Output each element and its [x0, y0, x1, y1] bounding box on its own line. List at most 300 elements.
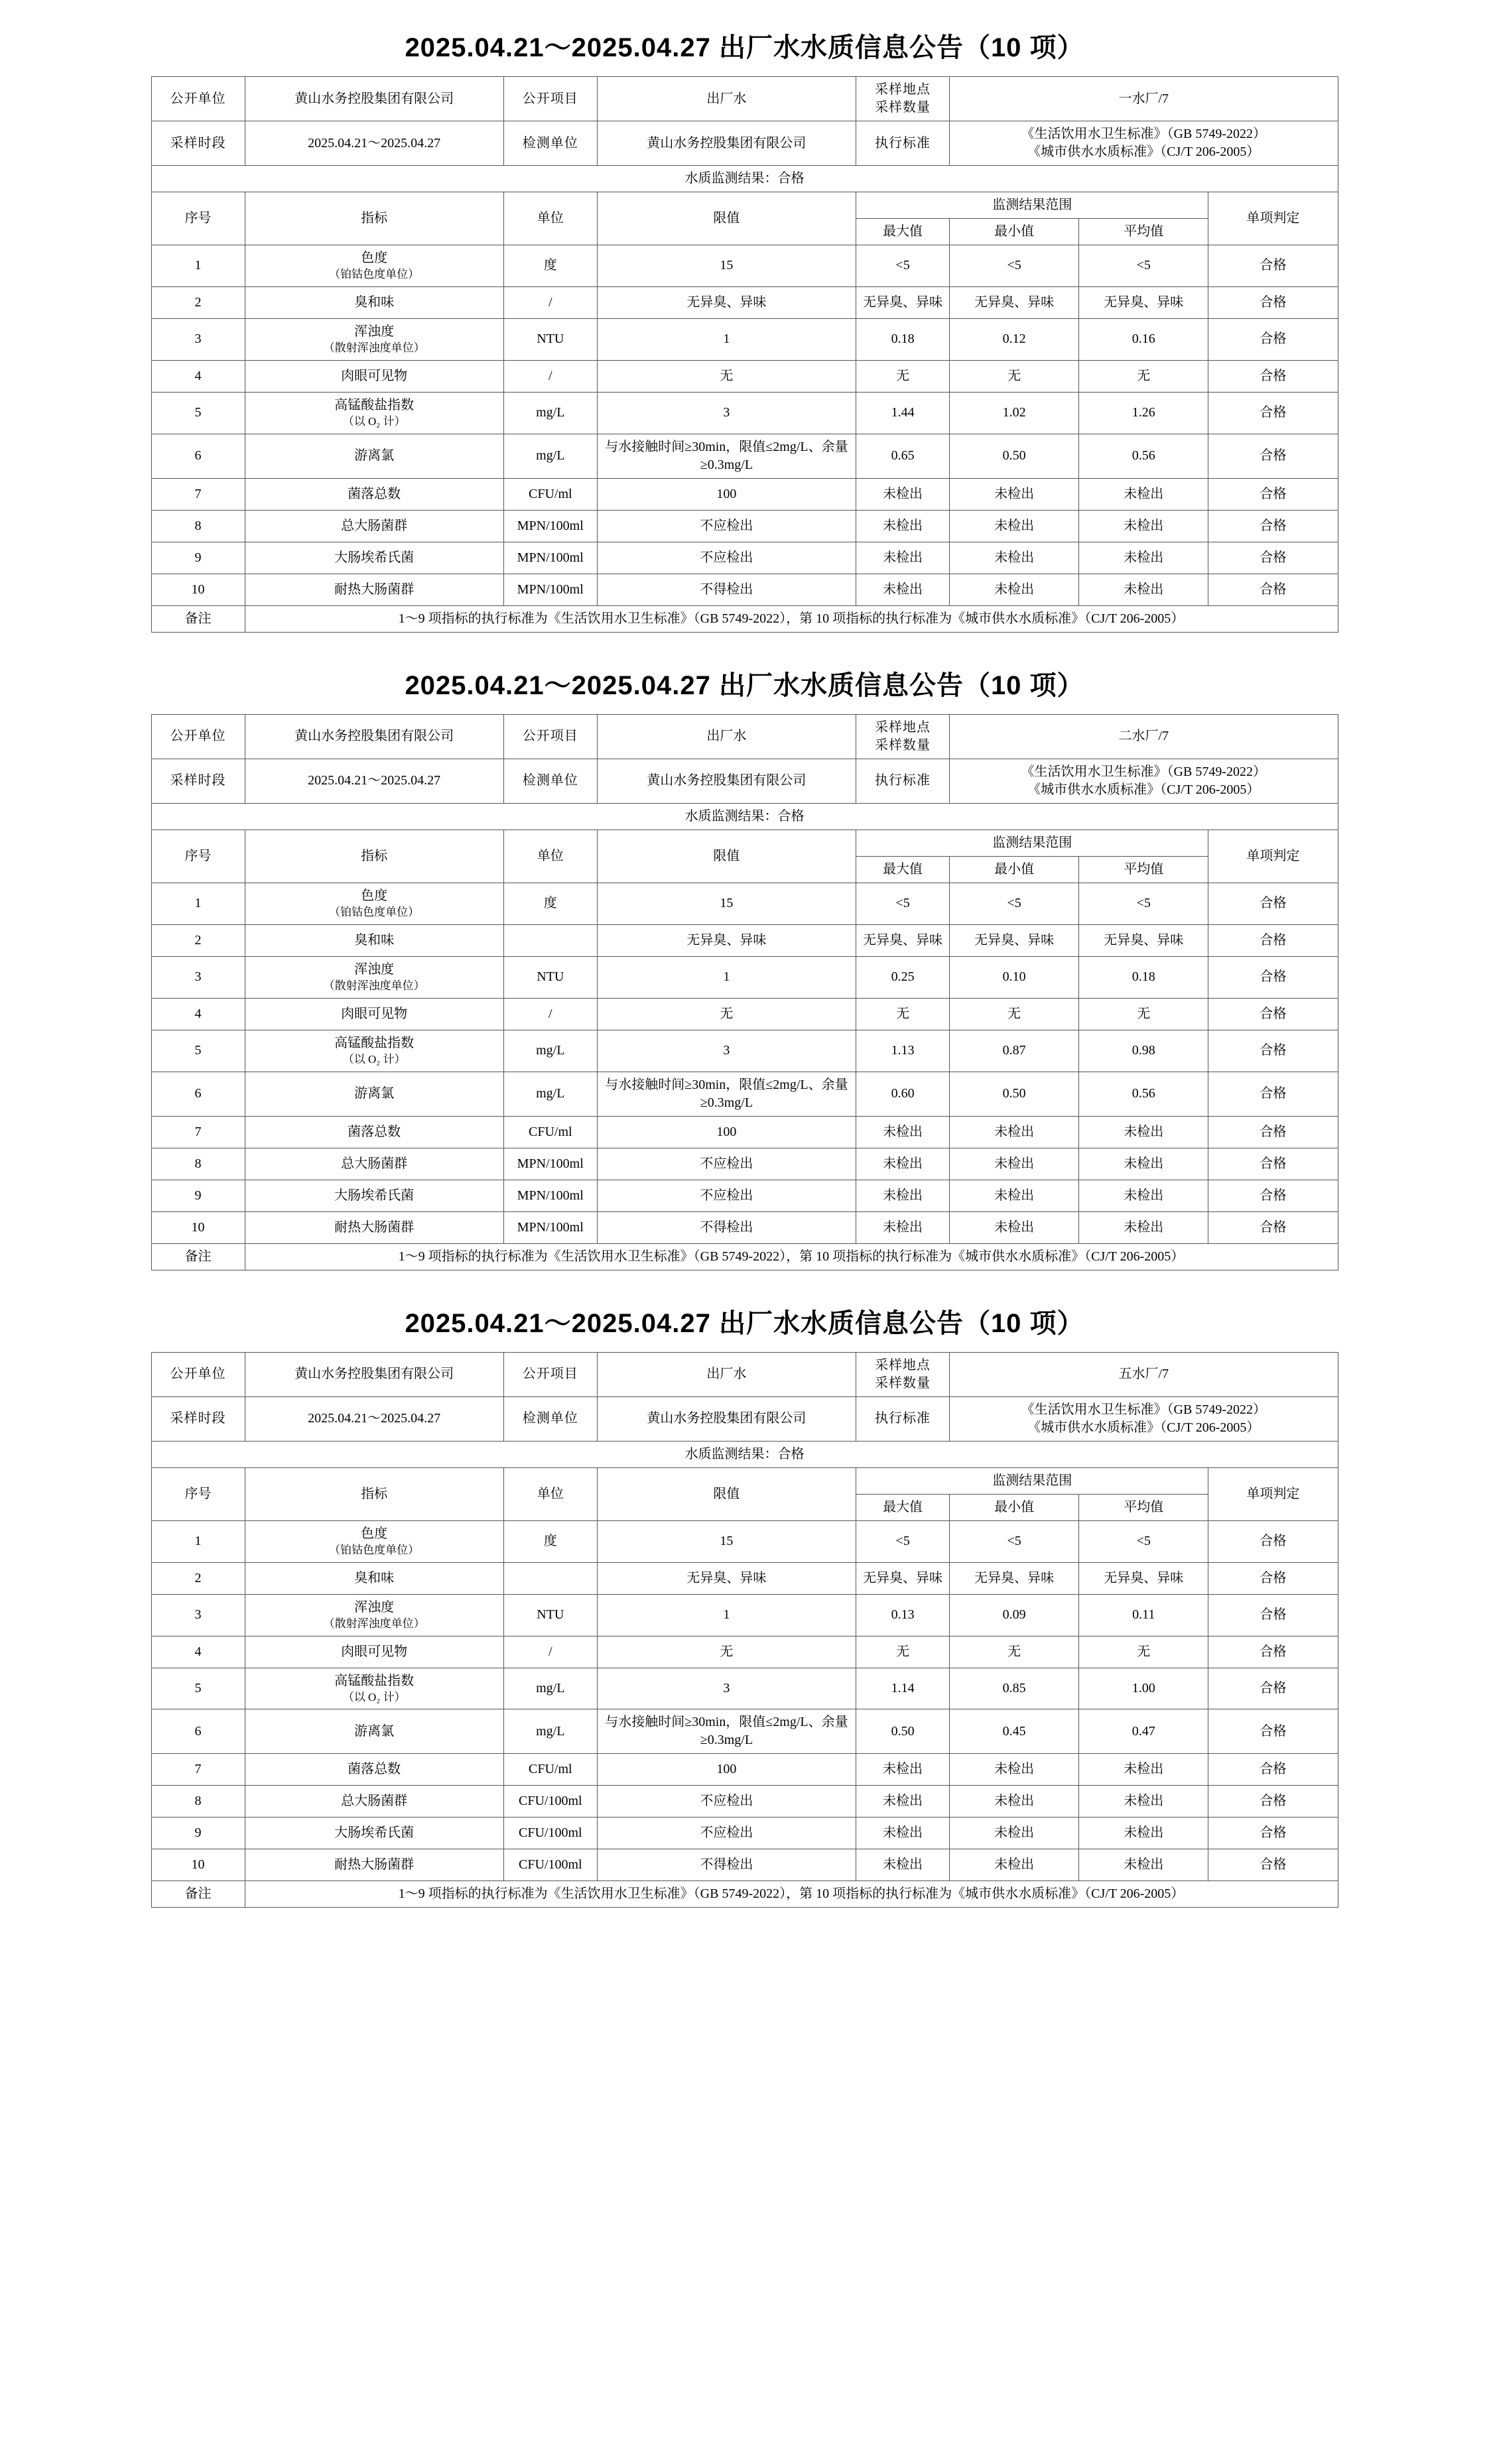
- cell-min: 无: [950, 1636, 1079, 1668]
- col-max: 最大值: [856, 856, 950, 883]
- cell-limit: 1: [597, 956, 856, 998]
- cell-limit: 与水接触时间≥30min，限值≤2mg/L、余量≥0.3mg/L: [597, 1072, 856, 1116]
- cell-min: 未检出: [950, 478, 1079, 510]
- cell-avg: 无: [1079, 1636, 1208, 1668]
- cell-unit: /: [503, 998, 597, 1030]
- period-value: 2025.04.21～2025.04.27: [245, 1396, 503, 1441]
- indicator-sub: （铂钴色度单位）: [329, 1543, 420, 1556]
- cell-avg: 1.00: [1079, 1668, 1208, 1709]
- column-header-row-1: [151, 1467, 1338, 1494]
- col-min: 最小值: [950, 856, 1079, 883]
- water-quality-report: [151, 1302, 1338, 1908]
- cell-max: 无: [856, 998, 950, 1030]
- cell-unit: /: [503, 360, 597, 392]
- indicator-sub: （以 O₂ 计）: [342, 1052, 406, 1066]
- cell-max: 1.13: [856, 1030, 950, 1072]
- cell-unit: mg/L: [503, 1072, 597, 1116]
- cell-max: 未检出: [856, 1116, 950, 1148]
- col-unit: 单位: [503, 1467, 597, 1520]
- cell-min: 未检出: [950, 1786, 1079, 1817]
- standard-label: 执行标准: [856, 1396, 950, 1441]
- cell-judgement: 合格: [1208, 574, 1338, 605]
- cell-limit: 不得检出: [597, 1211, 856, 1243]
- indicator-name: 高锰酸盐指数: [334, 1673, 415, 1688]
- cell-index: 5: [151, 392, 245, 434]
- table-row: [151, 924, 1338, 956]
- cell-limit: 不应检出: [597, 1180, 856, 1211]
- cell-unit: /: [503, 1636, 597, 1668]
- cell-min: 0.50: [950, 1072, 1079, 1116]
- column-header-row-1: [151, 830, 1338, 856]
- col-avg: 平均值: [1079, 219, 1208, 245]
- cell-judgement: 合格: [1208, 360, 1338, 392]
- cell-max: 0.60: [856, 1072, 950, 1116]
- standard-line-1: 《生活饮用水卫生标准》（GB 5749-2022）: [1021, 1402, 1266, 1417]
- indicator-name: 大肠埃希氏菌: [334, 1825, 415, 1841]
- cell-indicator: [245, 286, 503, 318]
- cell-judgement: 合格: [1208, 1072, 1338, 1116]
- project-label: 公开项目: [503, 1352, 597, 1396]
- cell-limit: 与水接触时间≥30min，限值≤2mg/L、余量≥0.3mg/L: [597, 434, 856, 478]
- quality-result-row: [151, 803, 1338, 830]
- cell-limit: 3: [597, 392, 856, 434]
- site-label-line2: 采样数量: [875, 100, 931, 115]
- cell-min: 0.10: [950, 956, 1079, 998]
- cell-index: 6: [151, 434, 245, 478]
- cell-unit: 度: [503, 1520, 597, 1562]
- col-limit: 限值: [597, 192, 856, 245]
- report-table: [151, 1352, 1338, 1908]
- cell-indicator: [245, 360, 503, 392]
- cell-unit: MPN/100ml: [503, 1180, 597, 1211]
- cell-judgement: 合格: [1208, 956, 1338, 998]
- water-quality-report: [151, 664, 1338, 1270]
- cell-indicator: [245, 542, 503, 574]
- cell-indicator: [245, 245, 503, 287]
- col-limit: 限值: [597, 830, 856, 883]
- table-row: [151, 392, 1338, 434]
- cell-unit: mg/L: [503, 392, 597, 434]
- cell-max: 无异臭、异味: [856, 1562, 950, 1594]
- header-row-period: [151, 759, 1338, 803]
- cell-index: 6: [151, 1709, 245, 1754]
- cell-judgement: 合格: [1208, 1562, 1338, 1594]
- cell-max: 未检出: [856, 1786, 950, 1817]
- col-range-group: 监测结果范围: [856, 830, 1208, 856]
- cell-indicator: [245, 510, 503, 542]
- cell-max: 未检出: [856, 574, 950, 605]
- table-row: [151, 1849, 1338, 1881]
- cell-limit: 无: [597, 998, 856, 1030]
- cell-judgement: 合格: [1208, 924, 1338, 956]
- indicator-name: 肉眼可见物: [341, 1006, 408, 1021]
- indicator-name: 总大肠菌群: [341, 518, 408, 533]
- cell-indicator: [245, 924, 503, 956]
- cell-min: 0.85: [950, 1668, 1079, 1709]
- cell-min: 无: [950, 360, 1079, 392]
- indicator-name: 臭和味: [354, 1570, 395, 1585]
- cell-indicator: [245, 1211, 503, 1243]
- cell-judgement: 合格: [1208, 1786, 1338, 1817]
- cell-min: 0.87: [950, 1030, 1079, 1072]
- cell-indicator: [245, 1668, 503, 1709]
- cell-unit: MPN/100ml: [503, 1148, 597, 1180]
- cell-min: <5: [950, 883, 1079, 924]
- standard-value: [950, 1396, 1338, 1441]
- col-indicator: 指标: [245, 192, 503, 245]
- cell-index: 1: [151, 1520, 245, 1562]
- cell-unit: MPN/100ml: [503, 574, 597, 605]
- report-title: 2025.04.21～2025.04.27 出厂水水质信息公告（10 项）: [405, 1308, 1084, 1338]
- table-row: [151, 360, 1338, 392]
- cell-judgement: 合格: [1208, 318, 1338, 360]
- cell-indicator: [245, 1072, 503, 1116]
- cell-max: 无异臭、异味: [856, 924, 950, 956]
- indicator-name: 大肠埃希氏菌: [334, 550, 415, 565]
- cell-avg: 无异臭、异味: [1079, 286, 1208, 318]
- table-row: [151, 478, 1338, 510]
- quality-result-row: [151, 1441, 1338, 1467]
- cell-judgement: 合格: [1208, 1594, 1338, 1636]
- cell-max: 未检出: [856, 1817, 950, 1849]
- cell-indicator: [245, 1636, 503, 1668]
- cell-avg: 0.47: [1079, 1709, 1208, 1754]
- report-table: [151, 714, 1338, 1270]
- table-row: [151, 1211, 1338, 1243]
- table-row: [151, 1636, 1338, 1668]
- cell-avg: 1.26: [1079, 392, 1208, 434]
- cell-limit: 100: [597, 1754, 856, 1786]
- note-row: [151, 1881, 1338, 1908]
- table-row: [151, 574, 1338, 605]
- cell-indicator: [245, 392, 503, 434]
- cell-indicator: [245, 1116, 503, 1148]
- table-row: [151, 1562, 1338, 1594]
- col-judgement: 单项判定: [1208, 1467, 1338, 1520]
- cell-unit: CFU/ml: [503, 478, 597, 510]
- cell-min: 未检出: [950, 1211, 1079, 1243]
- publisher-label: 公开单位: [151, 1352, 245, 1396]
- note-label: 备注: [151, 605, 245, 632]
- cell-index: 4: [151, 1636, 245, 1668]
- note-row: [151, 1243, 1338, 1270]
- header-row-period: [151, 1396, 1338, 1441]
- standard-label: 执行标准: [856, 759, 950, 803]
- col-min: 最小值: [950, 1494, 1079, 1520]
- cell-avg: <5: [1079, 883, 1208, 924]
- cell-unit: mg/L: [503, 1709, 597, 1754]
- cell-index: 8: [151, 1148, 245, 1180]
- table-row: [151, 1594, 1338, 1636]
- cell-limit: 无异臭、异味: [597, 286, 856, 318]
- cell-judgement: 合格: [1208, 1636, 1338, 1668]
- cell-unit: [503, 924, 597, 956]
- cell-judgement: 合格: [1208, 1180, 1338, 1211]
- cell-min: 未检出: [950, 1148, 1079, 1180]
- publisher-value: 黄山水务控股集团有限公司: [245, 1352, 503, 1396]
- cell-max: 1.14: [856, 1668, 950, 1709]
- col-limit: 限值: [597, 1467, 856, 1520]
- publisher-value: 黄山水务控股集团有限公司: [245, 714, 503, 759]
- header-row-publisher: [151, 714, 1338, 759]
- indicator-name: 臭和味: [354, 294, 395, 310]
- indicator-name: 游离氯: [354, 1723, 395, 1739]
- cell-indicator: [245, 478, 503, 510]
- project-label: 公开项目: [503, 714, 597, 759]
- note-text: 1～9 项指标的执行标准为《生活饮用水卫生标准》（GB 5749-2022），第 10 项指标的执行标准为《城市供水水质标准》（CJ/T 206-2005）: [245, 1243, 1338, 1270]
- col-unit: 单位: [503, 192, 597, 245]
- cell-max: 未检出: [856, 1211, 950, 1243]
- cell-judgement: 合格: [1208, 1030, 1338, 1072]
- cell-limit: 不得检出: [597, 1849, 856, 1881]
- cell-judgement: 合格: [1208, 510, 1338, 542]
- cell-min: <5: [950, 1520, 1079, 1562]
- col-index: 序号: [151, 1467, 245, 1520]
- cell-indicator: [245, 1180, 503, 1211]
- cell-indicator: [245, 574, 503, 605]
- cell-limit: 15: [597, 245, 856, 287]
- cell-limit: 不应检出: [597, 1817, 856, 1849]
- cell-unit: CFU/100ml: [503, 1786, 597, 1817]
- testing-unit-value: 黄山水务控股集团有限公司: [597, 759, 856, 803]
- indicator-name: 肉眼可见物: [341, 1644, 408, 1659]
- site-label-line1: 采样地点: [875, 1357, 931, 1373]
- cell-min: 未检出: [950, 1116, 1079, 1148]
- report-table: [151, 76, 1338, 633]
- cell-index: 2: [151, 924, 245, 956]
- cell-min: 0.45: [950, 1709, 1079, 1754]
- table-row: [151, 510, 1338, 542]
- cell-judgement: 合格: [1208, 434, 1338, 478]
- cell-index: 5: [151, 1030, 245, 1072]
- indicator-name: 菌落总数: [348, 1124, 401, 1139]
- cell-avg: 无: [1079, 360, 1208, 392]
- standard-value: [950, 121, 1338, 166]
- testing-unit-value: 黄山水务控股集团有限公司: [597, 1396, 856, 1441]
- column-header-row-1: [151, 192, 1338, 219]
- report-title: 2025.04.21～2025.04.27 出厂水水质信息公告（10 项）: [405, 33, 1084, 62]
- indicator-name: 色度: [361, 251, 388, 265]
- cell-index: 1: [151, 883, 245, 924]
- cell-limit: 1: [597, 318, 856, 360]
- cell-avg: 0.56: [1079, 1072, 1208, 1116]
- cell-index: 9: [151, 1817, 245, 1849]
- report-title: 2025.04.21～2025.04.27 出厂水水质信息公告（10 项）: [405, 670, 1084, 700]
- indicator-name: 大肠埃希氏菌: [334, 1188, 415, 1203]
- note-label: 备注: [151, 1881, 245, 1908]
- cell-max: 未检出: [856, 478, 950, 510]
- cell-min: 1.02: [950, 392, 1079, 434]
- site-label: [856, 1352, 950, 1396]
- publisher-label: 公开单位: [151, 714, 245, 759]
- indicator-name: 臭和味: [354, 932, 395, 948]
- indicator-name: 耐热大肠菌群: [334, 1219, 415, 1235]
- indicator-name: 耐热大肠菌群: [334, 582, 415, 597]
- indicator-sub: （铂钴色度单位）: [329, 268, 420, 280]
- standard-line-2: 《城市供水水质标准》（CJ/T 206-2005）: [1027, 782, 1260, 797]
- cell-avg: 未检出: [1079, 1817, 1208, 1849]
- indicator-name: 高锰酸盐指数: [334, 1035, 415, 1050]
- cell-index: 3: [151, 956, 245, 998]
- cell-index: 3: [151, 318, 245, 360]
- col-avg: 平均值: [1079, 1494, 1208, 1520]
- cell-avg: 未检出: [1079, 1116, 1208, 1148]
- cell-indicator: [245, 883, 503, 924]
- table-row: [151, 1072, 1338, 1116]
- cell-unit: MPN/100ml: [503, 542, 597, 574]
- cell-unit: NTU: [503, 1594, 597, 1636]
- cell-limit: 100: [597, 1116, 856, 1148]
- indicator-name: 色度: [361, 1526, 388, 1541]
- cell-unit: CFU/100ml: [503, 1817, 597, 1849]
- testing-unit-label: 检测单位: [503, 121, 597, 166]
- note-text: 1～9 项指标的执行标准为《生活饮用水卫生标准》（GB 5749-2022），第 10 项指标的执行标准为《城市供水水质标准》（CJ/T 206-2005）: [245, 1881, 1338, 1908]
- cell-judgement: 合格: [1208, 392, 1338, 434]
- cell-min: 无异臭、异味: [950, 1562, 1079, 1594]
- project-value: 出厂水: [597, 714, 856, 759]
- indicator-name: 色度: [361, 888, 388, 903]
- cell-avg: 未检出: [1079, 1786, 1208, 1817]
- project-value: 出厂水: [597, 1352, 856, 1396]
- cell-limit: 与水接触时间≥30min，限值≤2mg/L、余量≥0.3mg/L: [597, 1709, 856, 1754]
- col-indicator: 指标: [245, 830, 503, 883]
- table-row: [151, 286, 1338, 318]
- cell-unit: CFU/ml: [503, 1116, 597, 1148]
- cell-unit: mg/L: [503, 1030, 597, 1072]
- note-row: [151, 605, 1338, 632]
- table-row: [151, 1116, 1338, 1148]
- indicator-name: 菌落总数: [348, 1762, 401, 1777]
- cell-judgement: 合格: [1208, 998, 1338, 1030]
- table-row: [151, 1709, 1338, 1754]
- col-min: 最小值: [950, 219, 1079, 245]
- cell-judgement: 合格: [1208, 1849, 1338, 1881]
- cell-limit: 不应检出: [597, 1148, 856, 1180]
- cell-max: 0.18: [856, 318, 950, 360]
- site-label-line2: 采样数量: [875, 737, 931, 753]
- indicator-name: 浑浊度: [354, 324, 395, 339]
- cell-avg: 0.11: [1079, 1594, 1208, 1636]
- note-text: 1～9 项指标的执行标准为《生活饮用水卫生标准》（GB 5749-2022），第 10 项指标的执行标准为《城市供水水质标准》（CJ/T 206-2005）: [245, 605, 1338, 632]
- cell-index: 10: [151, 574, 245, 605]
- period-label: 采样时段: [151, 121, 245, 166]
- cell-limit: 无异臭、异味: [597, 924, 856, 956]
- cell-indicator: [245, 318, 503, 360]
- cell-max: 0.50: [856, 1709, 950, 1754]
- cell-avg: 未检出: [1079, 1180, 1208, 1211]
- cell-judgement: 合格: [1208, 478, 1338, 510]
- indicator-name: 总大肠菌群: [341, 1794, 408, 1809]
- cell-judgement: 合格: [1208, 1817, 1338, 1849]
- standard-line-1: 《生活饮用水卫生标准》（GB 5749-2022）: [1021, 764, 1266, 779]
- indicator-name: 耐热大肠菌群: [334, 1857, 415, 1873]
- cell-max: <5: [856, 245, 950, 287]
- cell-limit: 无: [597, 360, 856, 392]
- cell-avg: 未检出: [1079, 1148, 1208, 1180]
- cell-index: 10: [151, 1211, 245, 1243]
- table-row: [151, 542, 1338, 574]
- period-value: 2025.04.21～2025.04.27: [245, 759, 503, 803]
- cell-limit: 不应检出: [597, 510, 856, 542]
- cell-min: 0.12: [950, 318, 1079, 360]
- cell-judgement: 合格: [1208, 1148, 1338, 1180]
- standard-label: 执行标准: [856, 121, 950, 166]
- cell-indicator: [245, 1148, 503, 1180]
- cell-min: 无异臭、异味: [950, 924, 1079, 956]
- cell-min: 未检出: [950, 1817, 1079, 1849]
- indicator-sub: （散射浑浊度单位）: [323, 979, 425, 992]
- cell-judgement: 合格: [1208, 245, 1338, 287]
- indicator-name: 高锰酸盐指数: [334, 397, 415, 412]
- cell-unit: [503, 1562, 597, 1594]
- cell-indicator: [245, 1520, 503, 1562]
- cell-max: 未检出: [856, 510, 950, 542]
- cell-unit: 度: [503, 245, 597, 287]
- cell-limit: 15: [597, 883, 856, 924]
- cell-max: 0.13: [856, 1594, 950, 1636]
- cell-indicator: [245, 1562, 503, 1594]
- quality-result-text: 水质监测结果：合格: [151, 1441, 1338, 1467]
- cell-avg: 0.98: [1079, 1030, 1208, 1072]
- cell-unit: NTU: [503, 956, 597, 998]
- cell-max: 未检出: [856, 1754, 950, 1786]
- cell-limit: 100: [597, 478, 856, 510]
- indicator-name: 浑浊度: [354, 961, 395, 977]
- cell-avg: 未检出: [1079, 510, 1208, 542]
- indicator-sub: （以 O₂ 计）: [342, 1690, 406, 1703]
- cell-max: 0.25: [856, 956, 950, 998]
- table-row: [151, 1754, 1338, 1786]
- cell-min: 未检出: [950, 542, 1079, 574]
- cell-indicator: [245, 1030, 503, 1072]
- cell-indicator: [245, 434, 503, 478]
- cell-limit: 15: [597, 1520, 856, 1562]
- cell-avg: 未检出: [1079, 542, 1208, 574]
- table-row: [151, 318, 1338, 360]
- cell-avg: 未检出: [1079, 574, 1208, 605]
- cell-max: <5: [856, 1520, 950, 1562]
- cell-index: 8: [151, 1786, 245, 1817]
- cell-min: 0.50: [950, 434, 1079, 478]
- cell-index: 4: [151, 360, 245, 392]
- header-row-publisher: [151, 77, 1338, 121]
- table-row: [151, 998, 1338, 1030]
- cell-max: 0.65: [856, 434, 950, 478]
- cell-avg: 未检出: [1079, 1211, 1208, 1243]
- table-row: [151, 1148, 1338, 1180]
- cell-unit: /: [503, 286, 597, 318]
- cell-avg: 未检出: [1079, 1849, 1208, 1881]
- testing-unit-label: 检测单位: [503, 759, 597, 803]
- cell-unit: 度: [503, 883, 597, 924]
- site-value: 二水厂/7: [950, 714, 1338, 759]
- header-row-period: [151, 121, 1338, 166]
- cell-unit: mg/L: [503, 1668, 597, 1709]
- cell-judgement: 合格: [1208, 883, 1338, 924]
- cell-index: 6: [151, 1072, 245, 1116]
- cell-min: 0.09: [950, 1594, 1079, 1636]
- cell-index: 2: [151, 1562, 245, 1594]
- cell-limit: 1: [597, 1594, 856, 1636]
- indicator-name: 游离氯: [354, 1086, 395, 1101]
- cell-min: 无异臭、异味: [950, 286, 1079, 318]
- cell-index: 1: [151, 245, 245, 287]
- testing-unit-value: 黄山水务控股集团有限公司: [597, 121, 856, 166]
- cell-avg: 无: [1079, 998, 1208, 1030]
- cell-indicator: [245, 1817, 503, 1849]
- site-label: [856, 77, 950, 121]
- project-value: 出厂水: [597, 77, 856, 121]
